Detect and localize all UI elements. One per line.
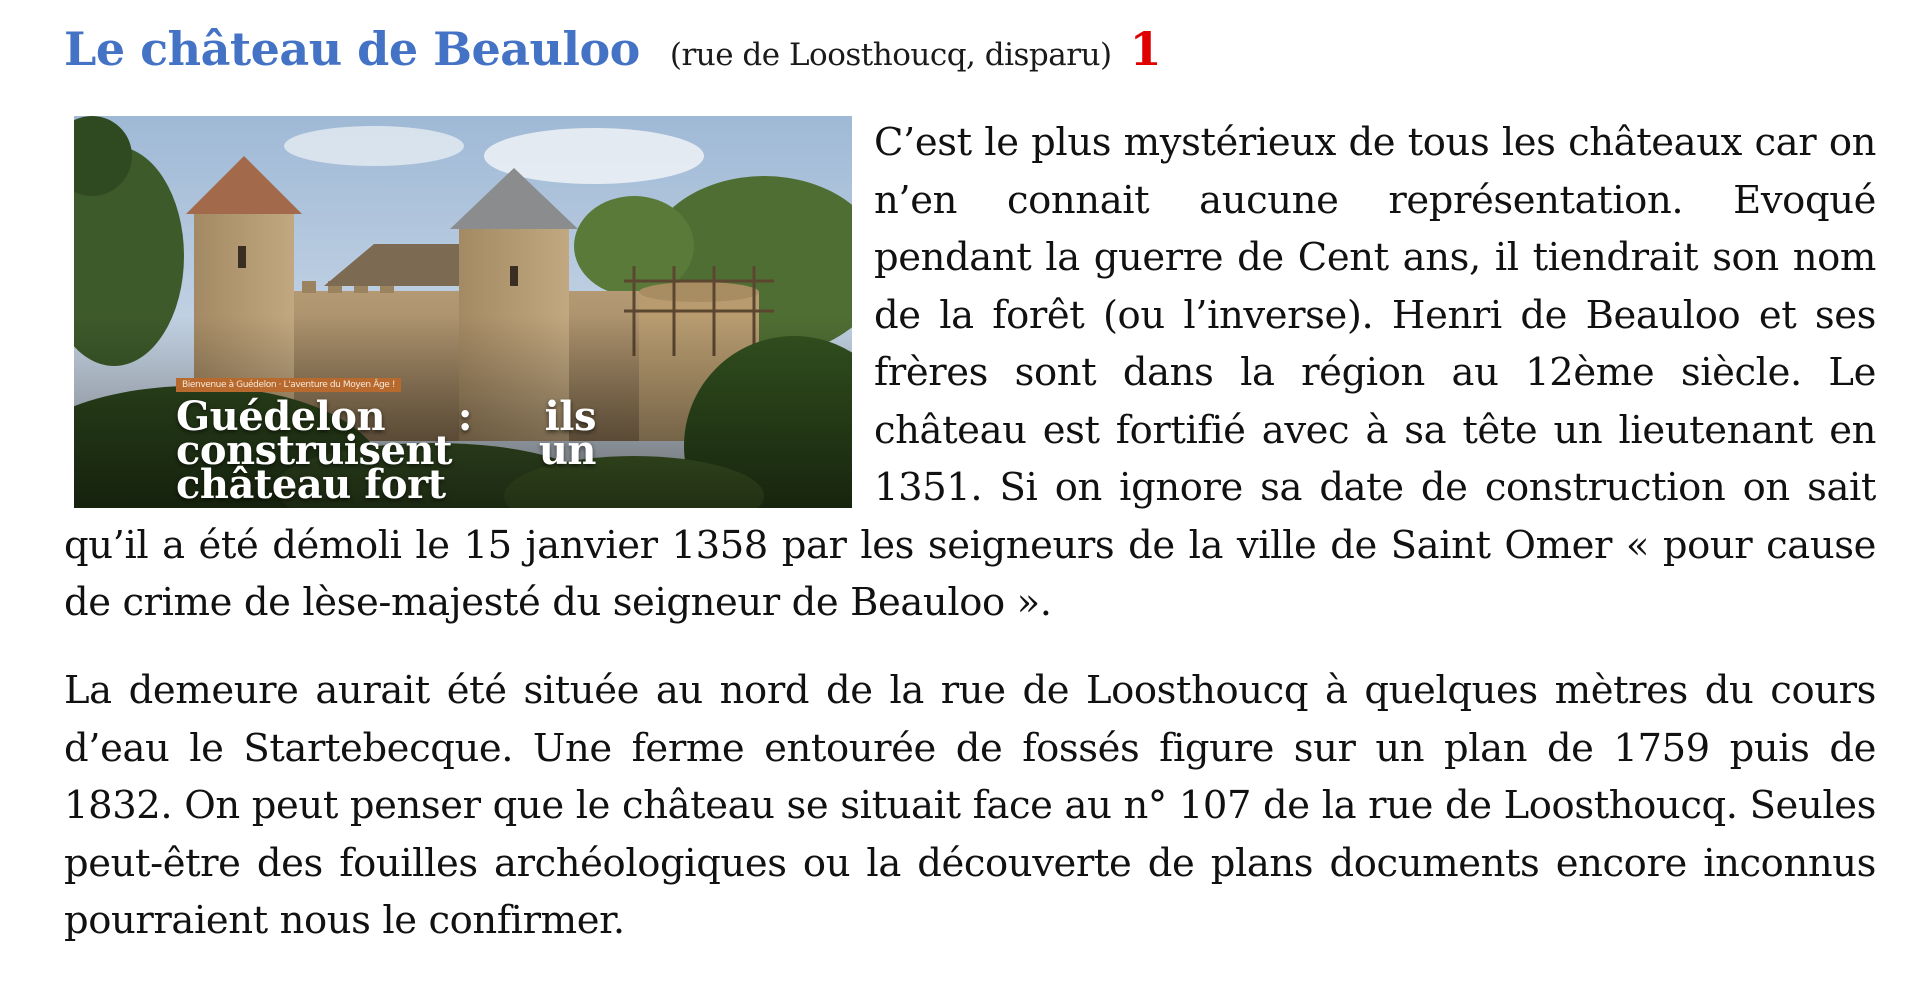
title-location: (rue de Loosthoucq, disparu)	[669, 37, 1112, 73]
title-main: Le château de Beauloo	[64, 22, 640, 76]
paragraph-1: C’est le plus mystérieux de tous les châteaux car on n’en connait aucune représentation. Evoqué pendant la guerre de Cent ans, il tiendrait son nom de la forêt (ou l’inverse). Henri de Beauloo et ses frères sont dans la région au 12ème siècle. Le château est fortifié avec à sa tête un lieutenant en 1351. Si on ignore sa date de construction on sait qu’il a été démoli le 15 janvier 1358 par les seigneurs de la ville de Saint Omer « pour cause de crime de lèse-majesté du seigneur de Beauloo ».	[64, 120, 1876, 625]
paragraph-2: La demeure aurait été située au nord de la rue de Loosthoucq à quelques mètres du cours d’eau le Startebecque. Une ferme entourée de fossés figure sur un plan de 1759 puis de 1832. On peut penser que le château se situait face au n° 107 de la rue de Loosthoucq. Seules peut-être des fouilles archéologiques ou la découverte de plans documents encore inconnus pourraient nous le confirmer.	[64, 668, 1876, 943]
castle-photo	[74, 116, 852, 508]
title-number: 1	[1129, 22, 1162, 76]
text-block	[64, 114, 1876, 943]
photo-caption: Guédelon : ils construisent un château fort	[176, 393, 596, 508]
photo-banner: Bienvenue à Guédelon · L'aventure du Moyen Âge !	[176, 378, 401, 392]
page-title	[64, 22, 1162, 76]
